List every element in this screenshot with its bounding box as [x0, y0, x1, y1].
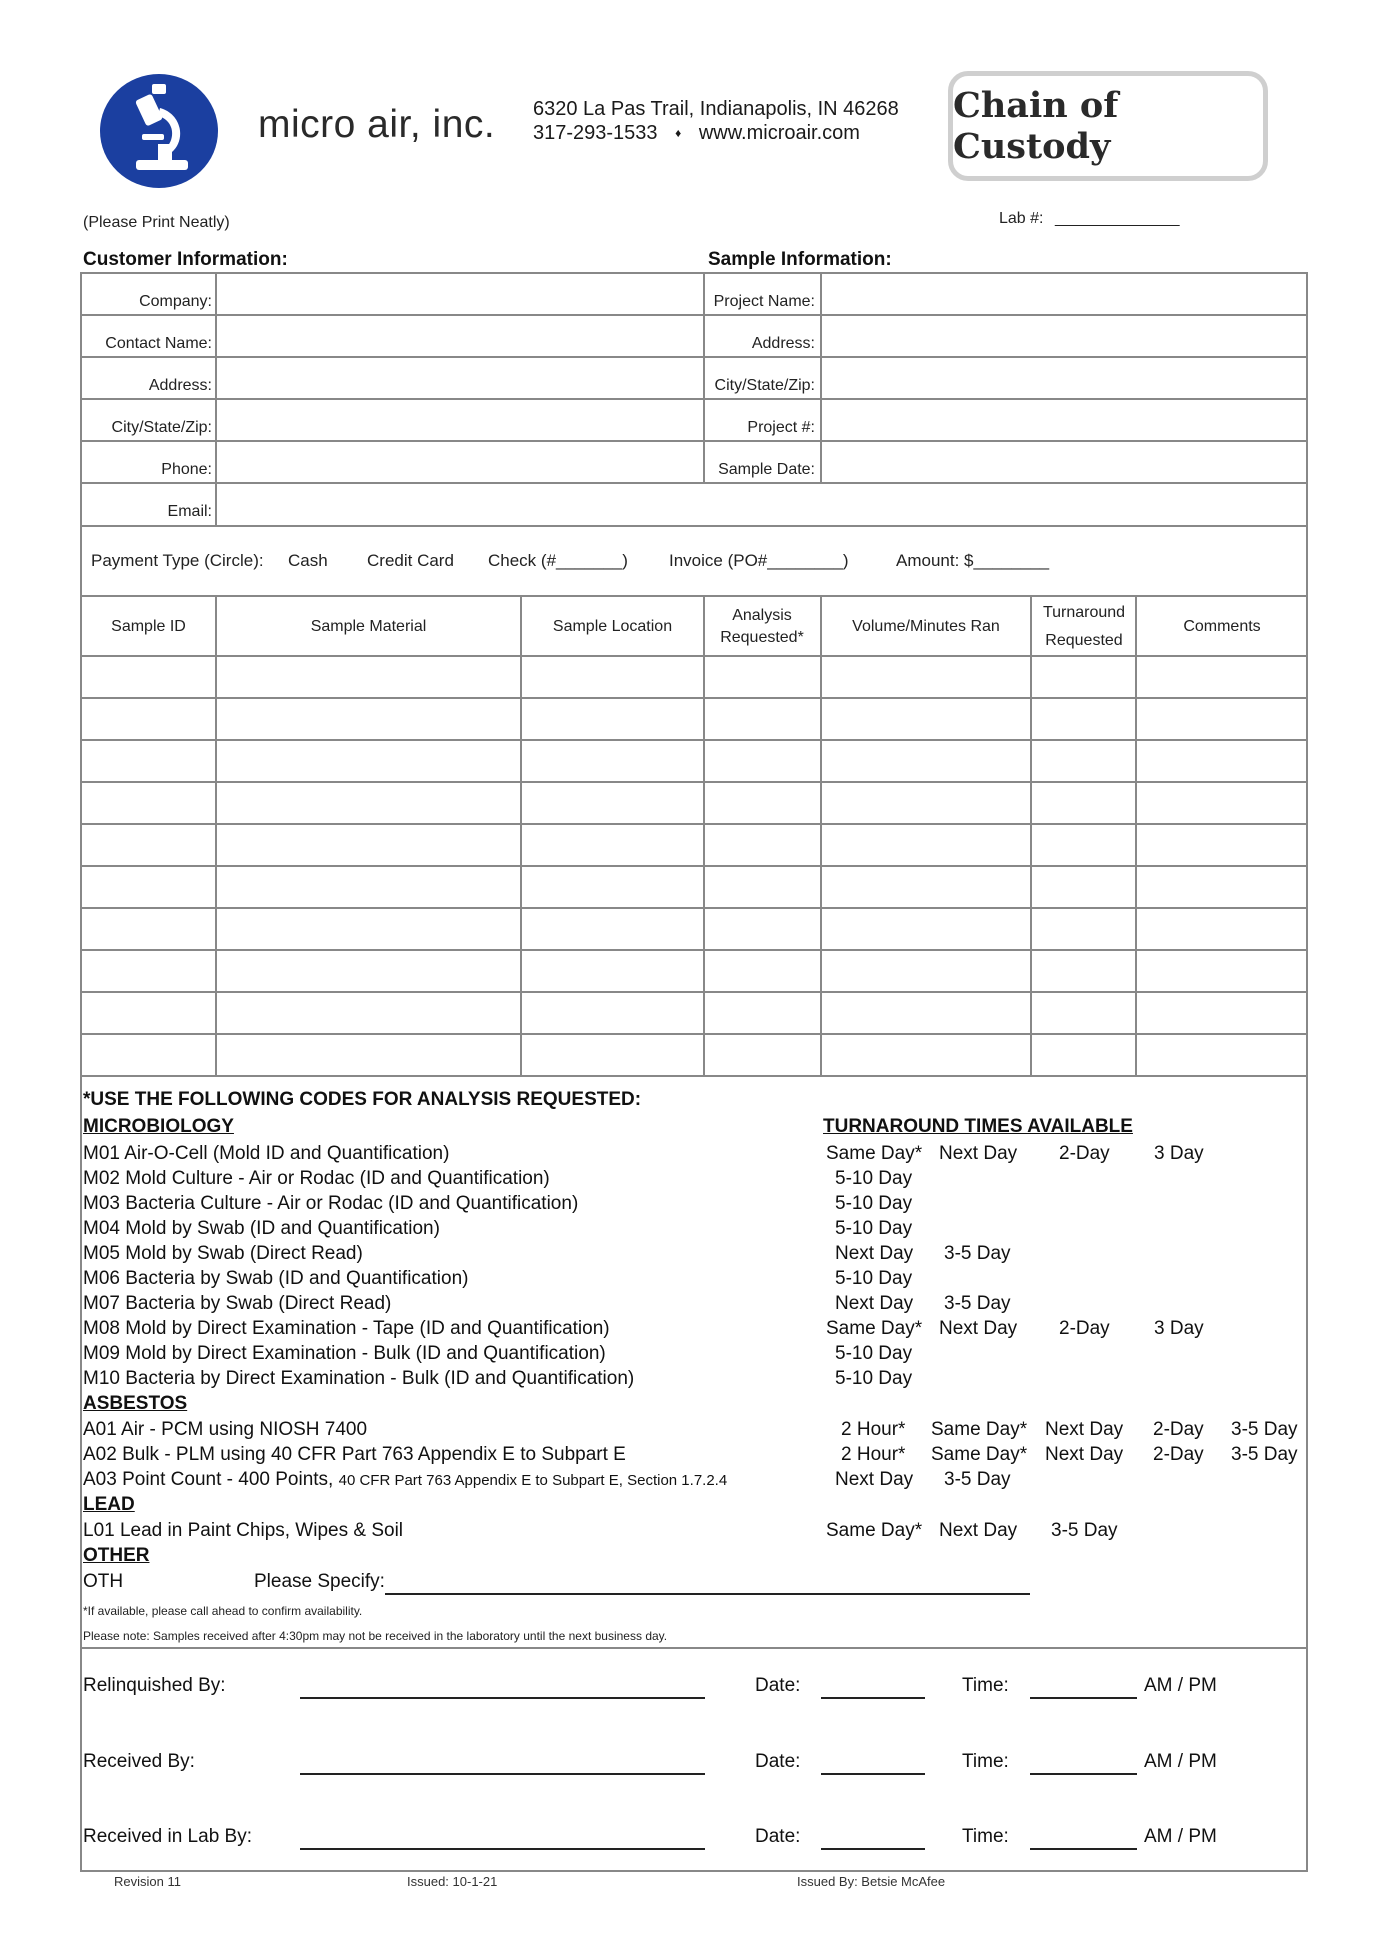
- customer-info-heading: Customer Information:: [83, 249, 288, 270]
- table-row: [80, 697, 1308, 699]
- tat-a01-2-day: 2-Day: [1153, 1419, 1204, 1440]
- sample-address-label: Address:: [751, 335, 815, 352]
- sample-city-state-zip-field[interactable]: [822, 358, 1307, 398]
- tat-a02-3-5-day: 3-5 Day: [1231, 1444, 1298, 1465]
- table-column-line: [820, 595, 822, 1077]
- tat-l01-3-5-day: 3-5 Day: [1051, 1520, 1118, 1541]
- email-field[interactable]: [217, 484, 1307, 525]
- email-label: Email:: [167, 503, 212, 520]
- relinquished-date-label: Date:: [755, 1675, 801, 1696]
- tat-a01-same-day: Same Day*: [931, 1419, 1028, 1440]
- website-link[interactable]: www.microair.com: [698, 122, 860, 144]
- footer-issued-by: Issued By: Betsie McAfee: [797, 1874, 946, 1889]
- footer-revision: Revision 11: [114, 1874, 181, 1889]
- code-a03-detail: 40 CFR Part 763 Appendix E to Subpart E, Section 1.7.2.4: [338, 1472, 728, 1489]
- code-m02: M02 Mold Culture - Air or Rodac (ID and Quantification): [83, 1168, 550, 1189]
- received-lab-ampm[interactable]: AM / PM: [1144, 1826, 1217, 1847]
- code-l01: L01 Lead in Paint Chips, Wipes & Soil: [83, 1520, 404, 1541]
- col-sample-material: Sample Material: [310, 618, 427, 635]
- sample-date-field[interactable]: [822, 442, 1307, 482]
- received-date-field[interactable]: [821, 1773, 925, 1775]
- contact-name-field[interactable]: [217, 316, 703, 356]
- table-column-line: [703, 595, 705, 1077]
- lead-heading: LEAD: [83, 1494, 135, 1515]
- code-a03: [83, 1469, 727, 1491]
- received-by-field[interactable]: [300, 1773, 705, 1775]
- received-time-field[interactable]: [1030, 1773, 1137, 1775]
- payment-check-option[interactable]: Check (#_______): [488, 551, 628, 570]
- code-a03-main: A03 Point Count - 400 Points,: [83, 1469, 334, 1490]
- tat-m03-5-10-day: 5-10 Day: [835, 1193, 913, 1214]
- grid-line: [80, 525, 1308, 527]
- project-name-label: Project Name:: [713, 293, 815, 310]
- table-row: [80, 823, 1308, 825]
- tat-m08-2-day: 2-Day: [1059, 1318, 1110, 1339]
- relinquished-date-field[interactable]: [821, 1697, 925, 1699]
- phone-field[interactable]: [217, 442, 703, 482]
- received-lab-date-label: Date:: [755, 1826, 801, 1847]
- footnote-availability: *If available, please call ahead to confirm availability.: [83, 1604, 363, 1618]
- tat-a01-next-day: Next Day: [1045, 1419, 1124, 1440]
- page-title: Chain of Custody: [953, 85, 1119, 167]
- contact-name-label: Contact Name:: [105, 335, 212, 352]
- project-number-field[interactable]: [822, 400, 1307, 440]
- sample-city-state-zip-label: City/State/Zip:: [714, 377, 815, 394]
- title-box: [948, 71, 1268, 181]
- col-turnaround-requested: Turnaround Requested: [1042, 604, 1126, 649]
- lab-number-field[interactable]: ______________: [1055, 210, 1180, 227]
- table-row: [80, 949, 1308, 951]
- company-label: Company:: [139, 293, 212, 310]
- lab-number-label: Lab #:: [999, 210, 1044, 227]
- tat-m01-next-day: Next Day: [939, 1143, 1018, 1164]
- tat-a01-3-5-day: 3-5 Day: [1231, 1419, 1298, 1440]
- tat-l01-same-day: Same Day*: [826, 1520, 923, 1541]
- footnote-after-hours: Please note: Samples received after 4:30pm may not be received in the laboratory until the next business day.: [83, 1629, 668, 1643]
- payment-credit-card-option[interactable]: Credit Card: [367, 551, 454, 570]
- please-specify-label: Please Specify:: [254, 1571, 385, 1592]
- project-name-field[interactable]: [822, 274, 1307, 314]
- tat-m08-next-day: Next Day: [939, 1318, 1018, 1339]
- table-row: [80, 865, 1308, 867]
- table-column-line: [215, 595, 217, 1077]
- project-number-label: Project #:: [747, 419, 815, 436]
- received-lab-label: Received in Lab By:: [83, 1826, 252, 1847]
- code-m09: M09 Mold by Direct Examination - Bulk (ID and Quantification): [83, 1343, 606, 1364]
- asbestos-heading: ASBESTOS: [83, 1393, 188, 1414]
- tat-m01-2-day: 2-Day: [1059, 1143, 1110, 1164]
- company-field[interactable]: [217, 274, 703, 314]
- code-m08: M08 Mold by Direct Examination - Tape (ID and Quantification): [83, 1318, 610, 1339]
- customer-city-state-zip-label: City/State/Zip:: [111, 419, 212, 436]
- table-row: [80, 991, 1308, 993]
- signature-divider: [80, 1647, 1308, 1649]
- col-sample-location: Sample Location: [552, 618, 673, 635]
- relinquished-by-field[interactable]: [300, 1697, 705, 1699]
- table-column-line: [520, 595, 522, 1077]
- sample-address-field[interactable]: [822, 316, 1307, 356]
- tat-m09-5-10-day: 5-10 Day: [835, 1343, 913, 1364]
- received-by-label: Received By:: [83, 1751, 195, 1772]
- tat-m05-3-5-day: 3-5 Day: [944, 1243, 1011, 1264]
- customer-address-label: Address:: [148, 377, 212, 394]
- relinquished-ampm[interactable]: AM / PM: [1144, 1675, 1217, 1696]
- tat-a03-3-5-day: 3-5 Day: [944, 1469, 1011, 1490]
- address-line: 6320 La Pas Trail, Indianapolis, IN 46268: [533, 98, 899, 120]
- tat-m05-next-day: Next Day: [835, 1243, 914, 1264]
- table-row: [80, 781, 1308, 783]
- received-lab-time-field[interactable]: [1030, 1848, 1137, 1850]
- tat-m06-5-10-day: 5-10 Day: [835, 1268, 913, 1289]
- phone-label: Phone:: [161, 461, 212, 478]
- contact-line: [533, 121, 899, 147]
- footer-issued-date: Issued: 10-1-21: [407, 1874, 498, 1889]
- phone-number: 317-293-1533: [533, 122, 658, 144]
- customer-address-field[interactable]: [217, 358, 703, 398]
- payment-cash-option[interactable]: Cash: [288, 551, 328, 570]
- table-row: [80, 1033, 1308, 1035]
- col-sample-id: Sample ID: [111, 618, 186, 635]
- table-column-line: [1135, 595, 1137, 1077]
- tat-a03-next-day: Next Day: [835, 1469, 914, 1490]
- table-column-line: [1030, 595, 1032, 1077]
- sample-info-heading: Sample Information:: [708, 249, 892, 270]
- print-note: (Please Print Neatly): [83, 214, 230, 231]
- company-address: [533, 97, 899, 147]
- relinquished-time-field[interactable]: [1030, 1697, 1137, 1699]
- tat-a02-2-day: 2-Day: [1153, 1444, 1204, 1465]
- payment-type-label: Payment Type (Circle):: [91, 551, 264, 570]
- col-comments: Comments: [1183, 618, 1261, 635]
- payment-amount-field[interactable]: Amount: $________: [896, 551, 1050, 570]
- received-date-label: Date:: [755, 1751, 801, 1772]
- code-m06: M06 Bacteria by Swab (ID and Quantification): [83, 1268, 469, 1289]
- received-lab-field[interactable]: [300, 1848, 705, 1850]
- tat-m07-3-5-day: 3-5 Day: [944, 1293, 1011, 1314]
- tat-a01-2-hour: 2 Hour*: [841, 1419, 906, 1440]
- received-ampm[interactable]: AM / PM: [1144, 1751, 1217, 1772]
- code-m04: M04 Mold by Swab (ID and Quantification): [83, 1218, 440, 1239]
- tat-m07-next-day: Next Day: [835, 1293, 914, 1314]
- grid-line: [80, 595, 1308, 597]
- tat-a02-next-day: Next Day: [1045, 1444, 1124, 1465]
- relinquished-by-label: Relinquished By:: [83, 1675, 226, 1696]
- microscope-icon: [100, 74, 218, 188]
- table-row: [80, 739, 1308, 741]
- tat-m10-5-10-day: 5-10 Day: [835, 1368, 913, 1389]
- table-row: [80, 907, 1308, 909]
- tat-l01-next-day: Next Day: [939, 1520, 1018, 1541]
- tat-m01-same-day: Same Day*: [826, 1143, 923, 1164]
- received-lab-date-field[interactable]: [821, 1848, 925, 1850]
- code-m10: M10 Bacteria by Direct Examination - Bulk (ID and Quantification): [83, 1368, 635, 1389]
- microbiology-heading: MICROBIOLOGY: [83, 1116, 234, 1137]
- other-heading: OTHER: [83, 1545, 150, 1566]
- code-oth: OTH: [83, 1571, 124, 1592]
- company-logo: [100, 74, 218, 188]
- received-time-label: Time:: [962, 1751, 1009, 1772]
- code-a02: A02 Bulk - PLM using 40 CFR Part 763 Appendix E to Subpart E: [83, 1444, 626, 1465]
- col-volume-minutes: Volume/Minutes Ran: [852, 618, 1000, 635]
- code-m01: M01 Air-O-Cell (Mold ID and Quantification): [83, 1143, 450, 1164]
- tat-a02-2-hour: 2 Hour*: [841, 1444, 906, 1465]
- tat-m08-3-day: 3 Day: [1154, 1318, 1204, 1339]
- tat-m08-same-day: Same Day*: [826, 1318, 923, 1339]
- relinquished-time-label: Time:: [962, 1675, 1009, 1696]
- code-m03: M03 Bacteria Culture - Air or Rodac (ID and Quantification): [83, 1193, 579, 1214]
- col-analysis-requested: Analysis Requested*: [720, 607, 804, 646]
- code-m07: M07 Bacteria by Swab (Direct Read): [83, 1293, 392, 1314]
- sample-date-label: Sample Date:: [718, 461, 815, 478]
- turnaround-heading: TURNAROUND TIMES AVAILABLE: [823, 1116, 1133, 1137]
- tat-m01-3-day: 3 Day: [1154, 1143, 1204, 1164]
- tat-m02-5-10-day: 5-10 Day: [835, 1168, 913, 1189]
- received-lab-time-label: Time:: [962, 1826, 1009, 1847]
- company-name: micro air, inc.: [258, 103, 496, 146]
- code-a01: A01 Air - PCM using NIOSH 7400: [83, 1419, 368, 1440]
- customer-city-state-zip-field[interactable]: [217, 400, 703, 440]
- codes-heading: *USE THE FOLLOWING CODES FOR ANALYSIS REQUESTED:: [83, 1089, 642, 1110]
- code-m05: M05 Mold by Swab (Direct Read): [83, 1243, 363, 1264]
- please-specify-field[interactable]: [385, 1593, 1030, 1595]
- tat-m04-5-10-day: 5-10 Day: [835, 1218, 913, 1239]
- table-row: [80, 1075, 1308, 1077]
- tat-a02-same-day: Same Day*: [931, 1444, 1028, 1465]
- payment-invoice-option[interactable]: Invoice (PO#________): [669, 551, 849, 570]
- bullet-separator: ♦: [675, 126, 682, 140]
